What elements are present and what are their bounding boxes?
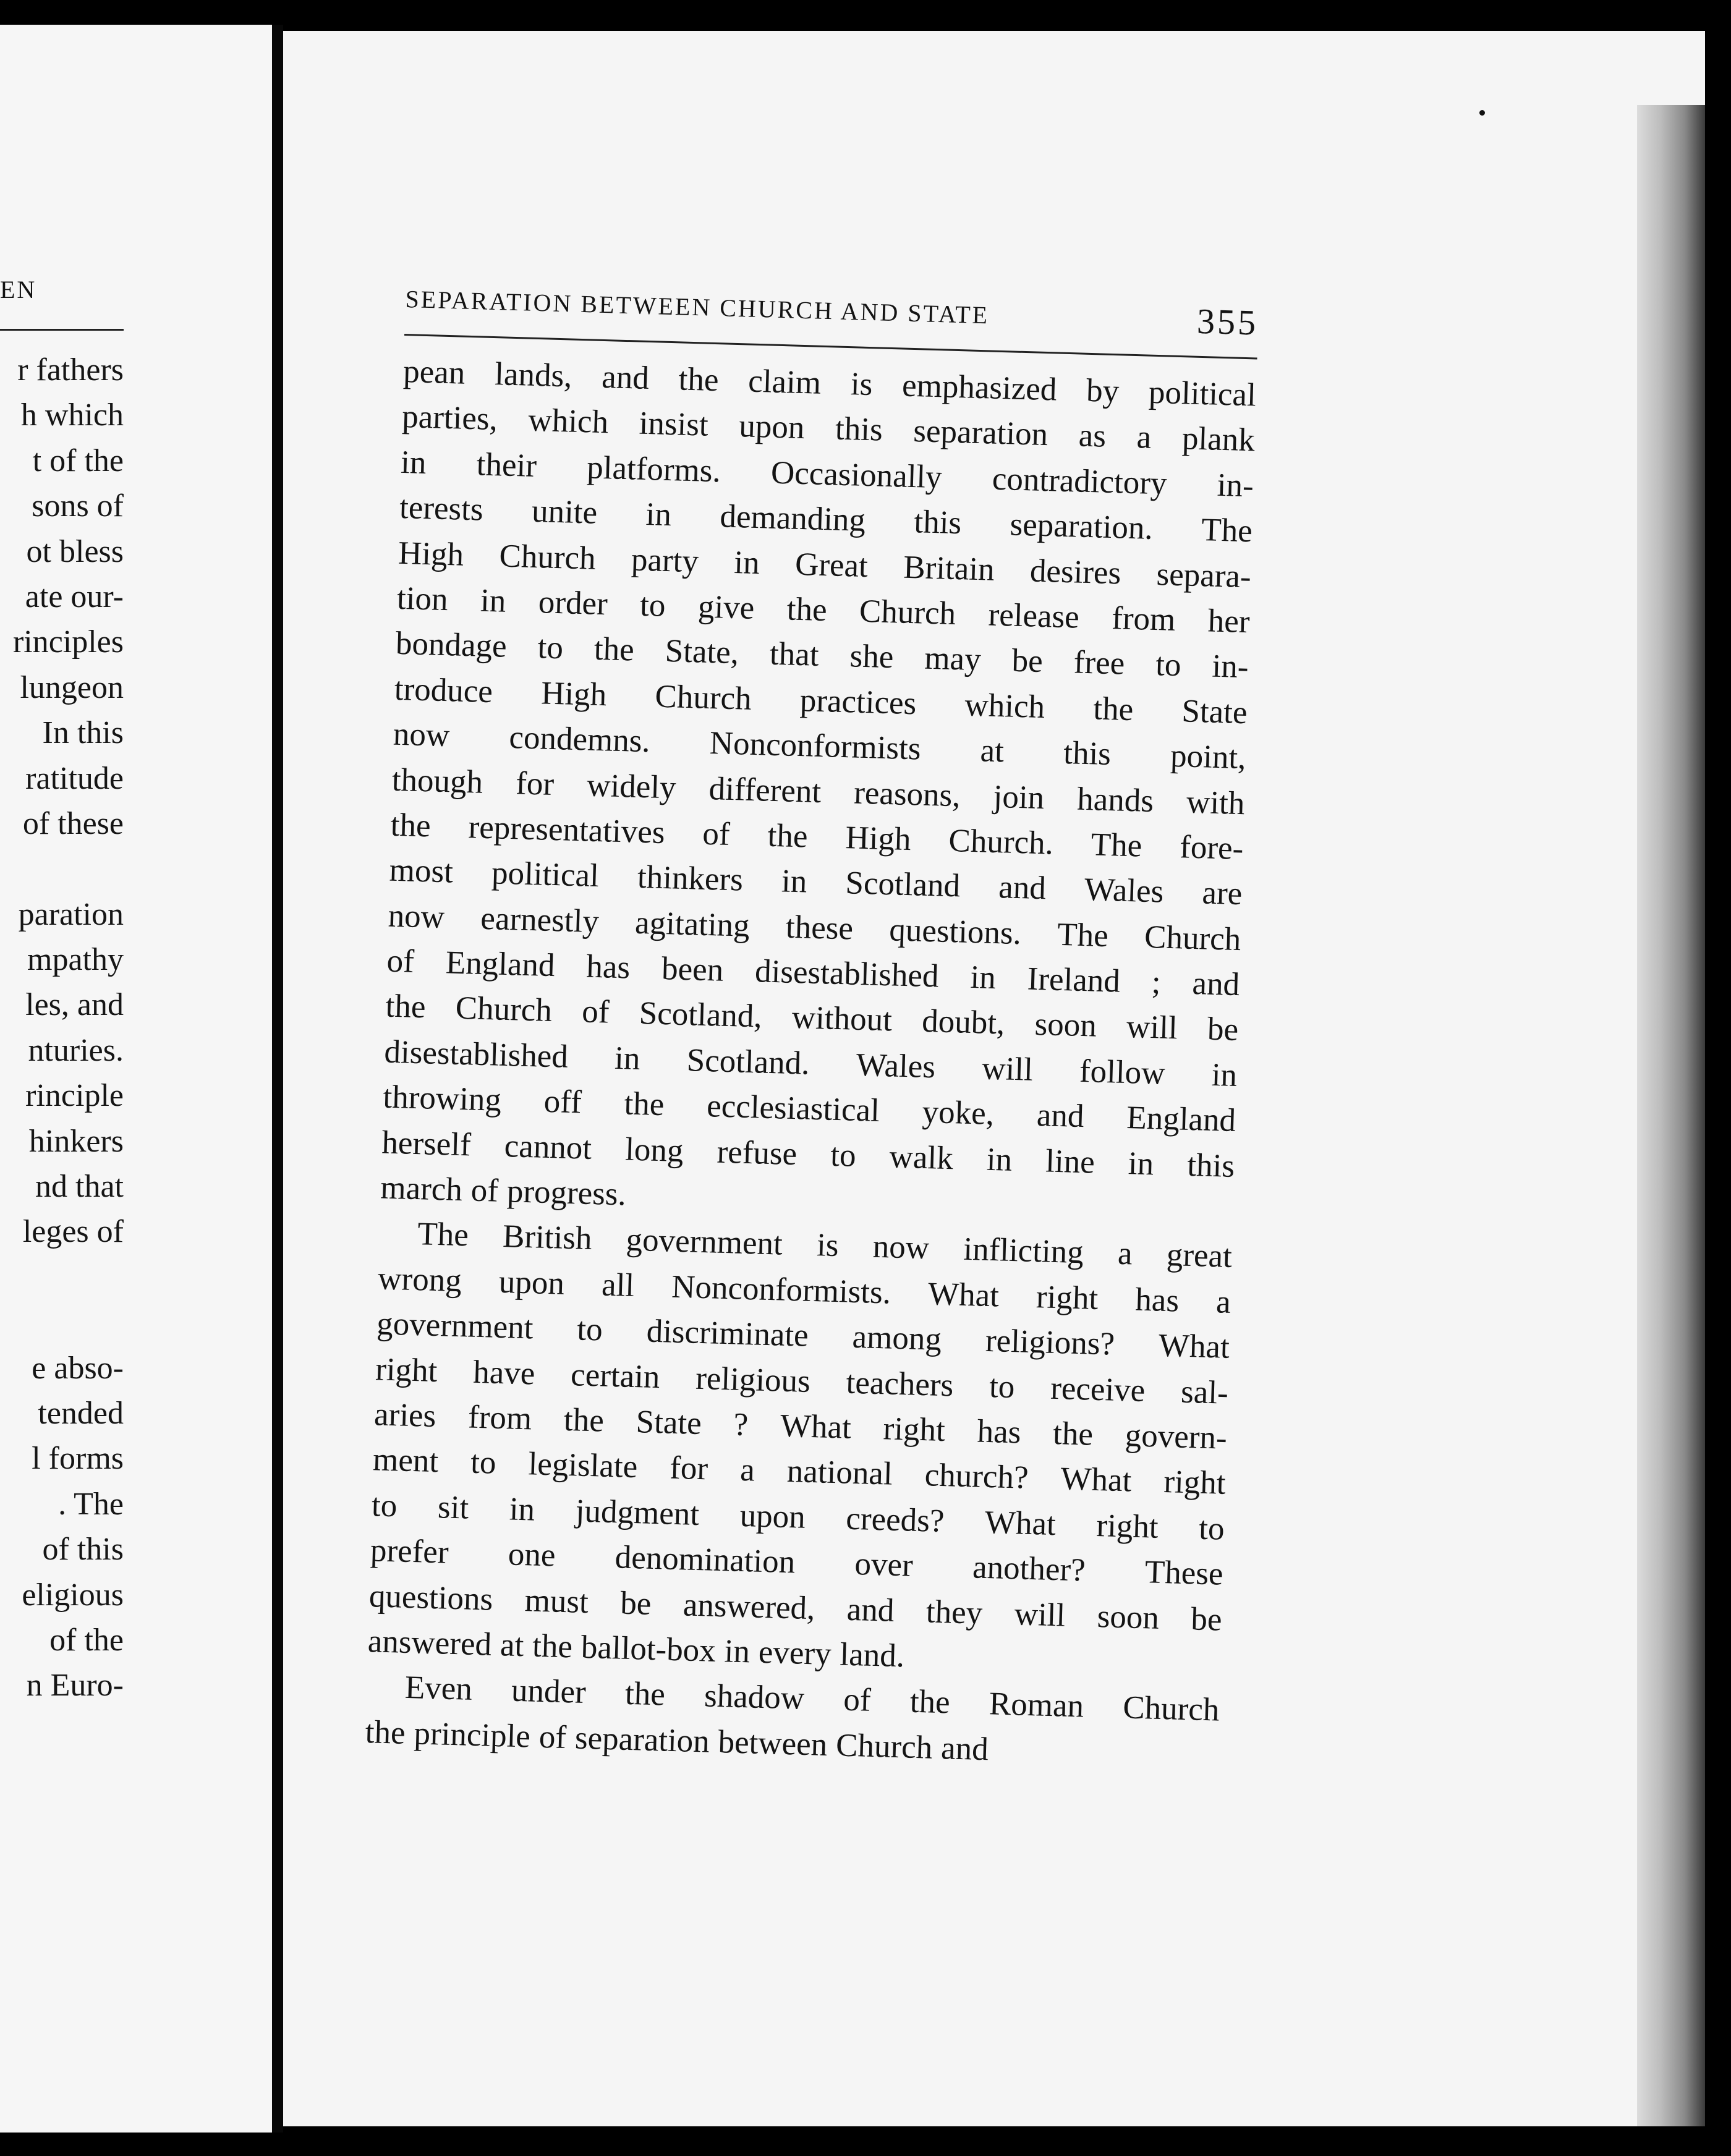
word: in [1128, 1145, 1155, 1182]
text-line: n Euro- [26, 1668, 124, 1704]
word: for [515, 765, 555, 802]
word: separation. [1009, 506, 1154, 547]
word: Church [835, 1727, 934, 1766]
word: What [927, 1276, 1000, 1314]
word: right [1095, 1507, 1159, 1545]
word: separa- [1155, 556, 1252, 595]
text-line: ate our- [25, 579, 124, 614]
word: British [502, 1218, 593, 1257]
word: has [976, 1413, 1022, 1451]
word: judgment [575, 1493, 700, 1532]
word: upon [739, 1497, 806, 1535]
word: demanding [719, 498, 866, 539]
word: State [635, 1404, 702, 1442]
word: in [986, 1141, 1013, 1178]
word: These [1144, 1554, 1224, 1592]
word: High [398, 535, 464, 573]
word: bondage [395, 626, 508, 665]
word: government [625, 1221, 783, 1263]
word: Ireland [1027, 961, 1121, 999]
word: their [476, 446, 537, 484]
word: right [882, 1411, 946, 1449]
word: off [543, 1083, 582, 1121]
word: are [1201, 875, 1243, 912]
word: emphasized [901, 367, 1058, 408]
word: be [1190, 1600, 1223, 1638]
word: representatives [467, 809, 666, 851]
word: they [925, 1593, 984, 1631]
word: Wales [1084, 872, 1165, 910]
word: at [500, 1627, 525, 1664]
word: and [846, 1591, 895, 1629]
word: in [645, 496, 672, 533]
word: throwing [382, 1079, 502, 1119]
word: in [509, 1491, 535, 1528]
word: progress. [506, 1173, 627, 1213]
word: What [1158, 1327, 1230, 1366]
word: answered [367, 1623, 492, 1663]
word: ; [1151, 964, 1162, 1001]
word: The [417, 1216, 469, 1254]
word: denomination [615, 1539, 796, 1581]
word: great [1166, 1237, 1233, 1275]
word: of [538, 1718, 567, 1755]
word: different [708, 770, 822, 810]
word: parties, [401, 399, 498, 438]
word: now [393, 716, 451, 754]
word: Occasionally [770, 454, 943, 496]
word: church? [924, 1457, 1029, 1496]
text-line: tended [38, 1395, 124, 1431]
word: this [1063, 735, 1112, 773]
word: Scotland, [639, 995, 763, 1035]
word: and [1191, 966, 1240, 1003]
text-line: . The [58, 1486, 124, 1522]
word: and [998, 869, 1047, 907]
word: cannot [504, 1127, 592, 1166]
word: in- [1211, 648, 1249, 685]
word: the [563, 1401, 605, 1439]
text-line: paration [18, 896, 124, 932]
word: been [661, 951, 725, 988]
word: Wales [856, 1046, 936, 1085]
text-line: In this [42, 715, 124, 751]
text-line [13, 846, 124, 891]
word: aries [373, 1396, 437, 1435]
word: State, [665, 633, 739, 671]
word: in [733, 544, 760, 581]
word: in [1211, 1056, 1238, 1093]
word: of [843, 1681, 872, 1719]
word: which [527, 402, 609, 441]
word: be [1011, 642, 1044, 680]
word: the [593, 631, 635, 668]
word: the [678, 361, 720, 399]
word: creeds? [845, 1500, 945, 1539]
body-text [365, 349, 1257, 1779]
word: to [830, 1137, 857, 1174]
word: Church [859, 593, 956, 632]
word: troduce [394, 671, 493, 710]
book-gutter [272, 25, 283, 2133]
left-running-head: EN [0, 276, 37, 303]
word: to [537, 629, 564, 666]
word: fore- [1179, 829, 1244, 867]
word: the [1092, 690, 1134, 728]
word: of [581, 993, 610, 1031]
word: in [781, 863, 808, 900]
word: point, [1170, 737, 1247, 776]
left-page-text [13, 347, 124, 1708]
page-edge-shadow [1637, 105, 1705, 2126]
text-line: hinkers [28, 1123, 124, 1159]
word: will [1126, 1009, 1178, 1046]
text-line: ot bless [26, 533, 124, 569]
word: this [913, 504, 962, 541]
word: unite [531, 493, 598, 531]
word: disestablished [754, 953, 940, 995]
word: from [1111, 600, 1176, 638]
word: though [391, 762, 483, 800]
word: government [376, 1305, 534, 1346]
word: a [1215, 1284, 1231, 1320]
text-line: rinciple [25, 1078, 124, 1114]
word: all [601, 1267, 635, 1304]
word: release [987, 596, 1080, 635]
word: England [1126, 1100, 1236, 1139]
word: in- [1217, 467, 1254, 504]
ink-speck [1479, 110, 1485, 116]
word: walk [888, 1139, 954, 1176]
word: land. [839, 1636, 905, 1674]
word: in [723, 1633, 751, 1670]
word: without [791, 999, 893, 1038]
word: these [785, 909, 854, 947]
word: in [969, 959, 997, 996]
word: between [717, 1723, 828, 1763]
word: yoke, [921, 1094, 995, 1132]
word: the [390, 807, 432, 844]
word: questions. [888, 911, 1022, 951]
word: Church [498, 537, 597, 577]
text-line: e abso- [32, 1350, 124, 1386]
page-content [365, 247, 1260, 1767]
word: which [964, 687, 1045, 725]
text-line: sons of [32, 488, 124, 524]
word: widely [586, 767, 677, 806]
word: one [508, 1536, 556, 1574]
word: to [1198, 1510, 1225, 1547]
word: be [1207, 1011, 1239, 1048]
word: Scotland [844, 865, 961, 904]
word: have [472, 1354, 536, 1392]
word: another? [972, 1549, 1086, 1589]
left-page [0, 25, 272, 2133]
word: she [849, 638, 895, 676]
word: terests [399, 490, 484, 528]
word: condemns. [508, 719, 651, 760]
word: religions? [985, 1323, 1115, 1362]
word: High [540, 675, 608, 713]
word: agitating [634, 904, 751, 944]
word: principle [413, 1715, 531, 1755]
word: legislate [527, 1446, 639, 1485]
word: Church. [948, 822, 1054, 862]
word: the [909, 1683, 951, 1721]
word: ecclesiastical [706, 1088, 880, 1129]
word: as [1078, 417, 1107, 455]
word: will [981, 1050, 1034, 1088]
word: be [619, 1585, 652, 1622]
word: and [940, 1729, 989, 1767]
word: now [872, 1229, 930, 1267]
word: govern- [1125, 1417, 1228, 1456]
word: must [524, 1582, 589, 1620]
word: political [1148, 374, 1257, 414]
word: earnestly [480, 900, 600, 940]
word: among [851, 1319, 942, 1358]
word: sal- [1180, 1373, 1229, 1411]
word: march [380, 1169, 463, 1208]
word: questions [368, 1577, 494, 1618]
word: shadow [704, 1678, 805, 1717]
word: Church [1144, 919, 1242, 957]
word: right [375, 1351, 438, 1389]
word: Roman [989, 1686, 1084, 1725]
word: join [992, 778, 1045, 816]
word: the [532, 1628, 573, 1665]
word: hands [1076, 781, 1154, 819]
word: that [769, 636, 820, 674]
word: tion [396, 580, 449, 618]
word: give [697, 588, 755, 626]
word: wrong [377, 1260, 462, 1299]
word: a [1136, 419, 1152, 456]
word: a [1117, 1236, 1133, 1272]
word: by [1086, 372, 1120, 410]
word: pean [402, 353, 466, 391]
word: right [1036, 1278, 1099, 1317]
word: is [850, 366, 874, 403]
word: certain [570, 1356, 661, 1395]
word: the [385, 988, 427, 1025]
word: to [1155, 647, 1182, 684]
word: Great [794, 546, 869, 584]
word: at [979, 732, 1005, 770]
word: now [387, 898, 445, 935]
word: contradictory [992, 460, 1168, 502]
text-line: nturies. [28, 1032, 124, 1068]
word: ballot-box [581, 1629, 717, 1669]
word: a [739, 1452, 755, 1488]
left-header-rule [0, 329, 124, 331]
word: her [1207, 603, 1251, 640]
running-head [405, 247, 1260, 345]
word: of [470, 1172, 499, 1209]
word: the [1052, 1415, 1094, 1453]
word: ? [733, 1406, 749, 1443]
text-line: l forms [32, 1441, 124, 1477]
word: England [445, 944, 556, 984]
word: What [984, 1504, 1057, 1542]
text-line: rinciples [12, 624, 124, 660]
word: and [601, 359, 650, 397]
word: the [624, 1676, 666, 1713]
word: Nonconformists. [671, 1268, 891, 1311]
word: Nonconformists [709, 725, 922, 767]
word: inflicting [963, 1231, 1084, 1271]
word: the [767, 817, 809, 855]
text-line: h which [20, 397, 124, 433]
word: The [1091, 826, 1143, 864]
running-title: SEPARATION BETWEEN CHURCH AND STATE [405, 284, 990, 329]
word: claim [747, 363, 822, 401]
word: answered, [683, 1586, 816, 1626]
word: What [1060, 1461, 1133, 1499]
text-line: nd that [35, 1169, 124, 1205]
word: for [669, 1450, 708, 1487]
word: follow [1079, 1053, 1166, 1092]
word: teachers [845, 1364, 955, 1403]
word: separation [574, 1720, 710, 1760]
word: State [1181, 693, 1248, 731]
word: this [835, 410, 883, 448]
text-line: of the [49, 1622, 124, 1658]
word: political [491, 855, 600, 894]
text-line: les, and [25, 987, 124, 1023]
text-line: leges of [22, 1214, 124, 1250]
word: the [786, 591, 828, 629]
word: and [1036, 1097, 1085, 1135]
word: refuse [716, 1134, 797, 1172]
word: prefer [370, 1532, 449, 1571]
text-line [13, 1300, 124, 1345]
word: receive [1050, 1370, 1146, 1409]
text-line: of these [22, 805, 124, 841]
word: every [758, 1634, 832, 1672]
word: to [639, 587, 666, 624]
word: line [1045, 1143, 1095, 1181]
word: has [585, 948, 631, 986]
word: Britain [903, 549, 995, 588]
text-line: r fathers [17, 352, 124, 388]
word: in [480, 582, 507, 619]
word: in [400, 444, 427, 481]
word: disestablished [383, 1033, 569, 1075]
word: religious [695, 1360, 811, 1399]
word: has [1134, 1281, 1180, 1319]
word: to [989, 1368, 1016, 1405]
word: under [511, 1672, 587, 1711]
text-line: mpathy [27, 942, 124, 978]
word: long [624, 1131, 684, 1169]
word: of [702, 815, 731, 852]
text-line: of this [42, 1532, 124, 1568]
word: discriminate [645, 1313, 809, 1354]
word: lands, [494, 356, 573, 394]
word: free [1073, 644, 1126, 682]
word: may [924, 640, 982, 678]
word: will [1013, 1595, 1066, 1634]
word: Church [455, 990, 553, 1029]
word: in [614, 1040, 641, 1077]
word: practices [799, 682, 917, 722]
word: Church [1122, 1689, 1220, 1728]
word: Scotland. [686, 1042, 810, 1082]
word: sit [437, 1488, 470, 1526]
word: insist [638, 405, 709, 444]
word: order [538, 584, 608, 622]
word: The [1057, 916, 1109, 954]
word: platforms. [586, 449, 721, 490]
word: of [386, 943, 415, 980]
right-page [283, 31, 1705, 2126]
word: most [389, 852, 454, 890]
word: from [467, 1399, 532, 1437]
text-line: lungeon [20, 669, 124, 705]
word: to [576, 1311, 603, 1348]
word: ment [372, 1441, 439, 1480]
word: High [844, 820, 912, 858]
word: to [371, 1487, 398, 1524]
word: Even [404, 1670, 473, 1708]
word: plank [1181, 420, 1256, 459]
word: right [1163, 1464, 1227, 1502]
word: upon [738, 408, 806, 446]
word: the [365, 1713, 406, 1751]
word: soon [1097, 1598, 1160, 1636]
word: desires [1029, 552, 1121, 592]
word: separation [912, 413, 1048, 453]
word: this [1186, 1147, 1235, 1184]
text-line: ratitude [25, 760, 124, 796]
text-line: t of the [32, 443, 124, 478]
word: The [1201, 512, 1253, 550]
word: doubt, [921, 1003, 1006, 1042]
word: party [631, 541, 699, 579]
word: upon [498, 1263, 565, 1302]
word: national [786, 1453, 893, 1493]
text-line: eligious [22, 1577, 124, 1613]
word: with [1186, 784, 1246, 821]
word: the [623, 1085, 665, 1123]
word: reasons, [853, 775, 961, 813]
word: Church [654, 678, 752, 717]
text-line [13, 1255, 124, 1300]
word: is [816, 1227, 840, 1264]
word: to [470, 1445, 497, 1482]
word: What [780, 1407, 852, 1446]
word: herself [381, 1124, 472, 1163]
word: thinkers [637, 859, 744, 898]
word: over [854, 1546, 914, 1584]
page-number: 355 [1196, 300, 1259, 343]
word: soon [1034, 1006, 1097, 1045]
